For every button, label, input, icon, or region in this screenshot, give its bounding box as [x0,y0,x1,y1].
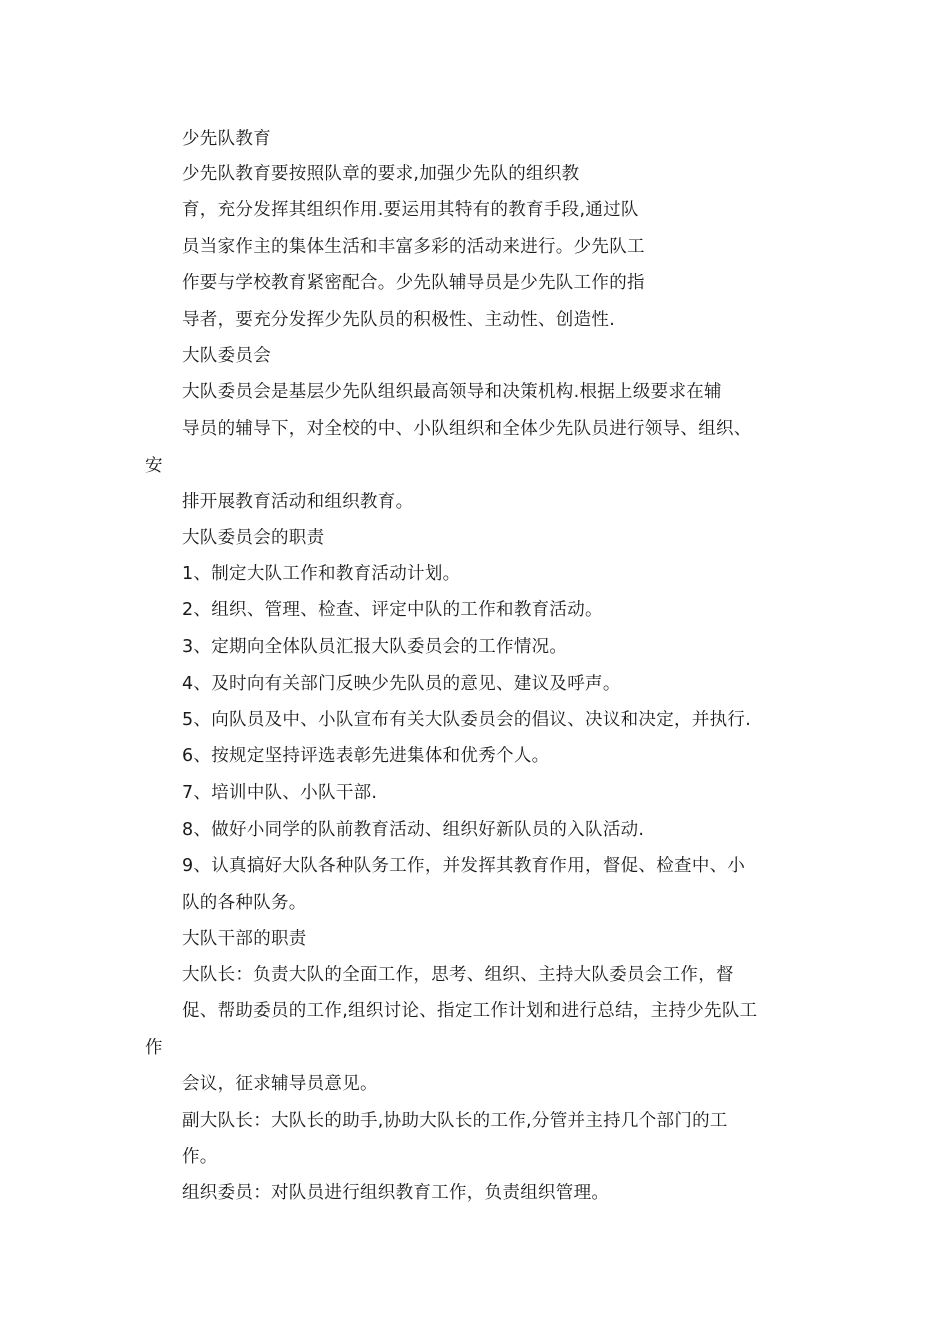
paragraph-line: 大队委员会是基层少先队组织最高领导和决策机构.根据上级要求在辅 [182,382,722,402]
paragraph-line: 安 [145,456,163,476]
list-item: 5、向队员及中、小队宣布有关大队委员会的倡议、决议和决定，并执行. [182,710,752,730]
paragraph-line: 排开展教育活动和组织教育。 [182,492,414,512]
heading-pioneer-education: 少先队教育 [182,129,271,149]
paragraph-line: 员当家作主的集体生活和丰富多彩的活动来进行。少先队工 [182,237,645,257]
paragraph-line: 作 [145,1038,163,1058]
list-item: 9、认真搞好大队各种队务工作，并发挥其教育作用，督促、检查中、小 [182,856,746,876]
heading-brigade-committee: 大队委员会 [182,346,271,366]
paragraph-line: 促、帮助委员的工作,组织讨论、指定工作计划和进行总结，主持少先队工 [182,1001,758,1021]
paragraph-line: 会议，征求辅导员意见。 [182,1074,378,1094]
list-item: 7、培训中队、小队干部. [182,783,378,803]
paragraph-line: 副大队长：大队长的助手,协助大队长的工作,分管并主持几个部门的工 [182,1111,728,1131]
paragraph-line: 组织委员：对队员进行组织教育工作，负责组织管理。 [182,1183,610,1203]
list-item: 6、按规定坚持评选表彰先进集体和优秀个人。 [182,746,550,766]
paragraph-line: 导员的辅导下，对全校的中、小队组织和全体少先队员进行领导、组织、 [182,419,752,439]
heading-cadre-duties: 大队干部的职责 [182,929,307,949]
paragraph-line: 导者，要充分发挥少先队员的积极性、主动性、创造性. [182,310,616,330]
paragraph-line: 作要与学校教育紧密配合。少先队辅导员是少先队工作的指 [182,273,645,293]
paragraph-line: 大队长：负责大队的全面工作，思考、组织、主持大队委员会工作，督 [182,965,734,985]
list-item: 1、制定大队工作和教育活动计划。 [182,564,461,584]
heading-committee-duties: 大队委员会的职责 [182,528,325,548]
list-item-continuation: 队的各种队务。 [182,893,307,913]
paragraph-line: 少先队教育要按照队章的要求,加强少先队的组织教 [182,164,580,184]
list-item: 2、组织、管理、检查、评定中队的工作和教育活动。 [182,600,603,620]
paragraph-line: 作。 [182,1147,218,1167]
list-item: 8、做好小同学的队前教育活动、组织好新队员的入队活动. [182,820,645,840]
list-item: 4、及时向有关部门反映少先队员的意见、建议及呼声。 [182,674,621,694]
list-item: 3、定期向全体队员汇报大队委员会的工作情况。 [182,637,568,657]
paragraph-line: 育，充分发挥其组织作用.要运用其特有的教育手段,通过队 [182,200,639,220]
